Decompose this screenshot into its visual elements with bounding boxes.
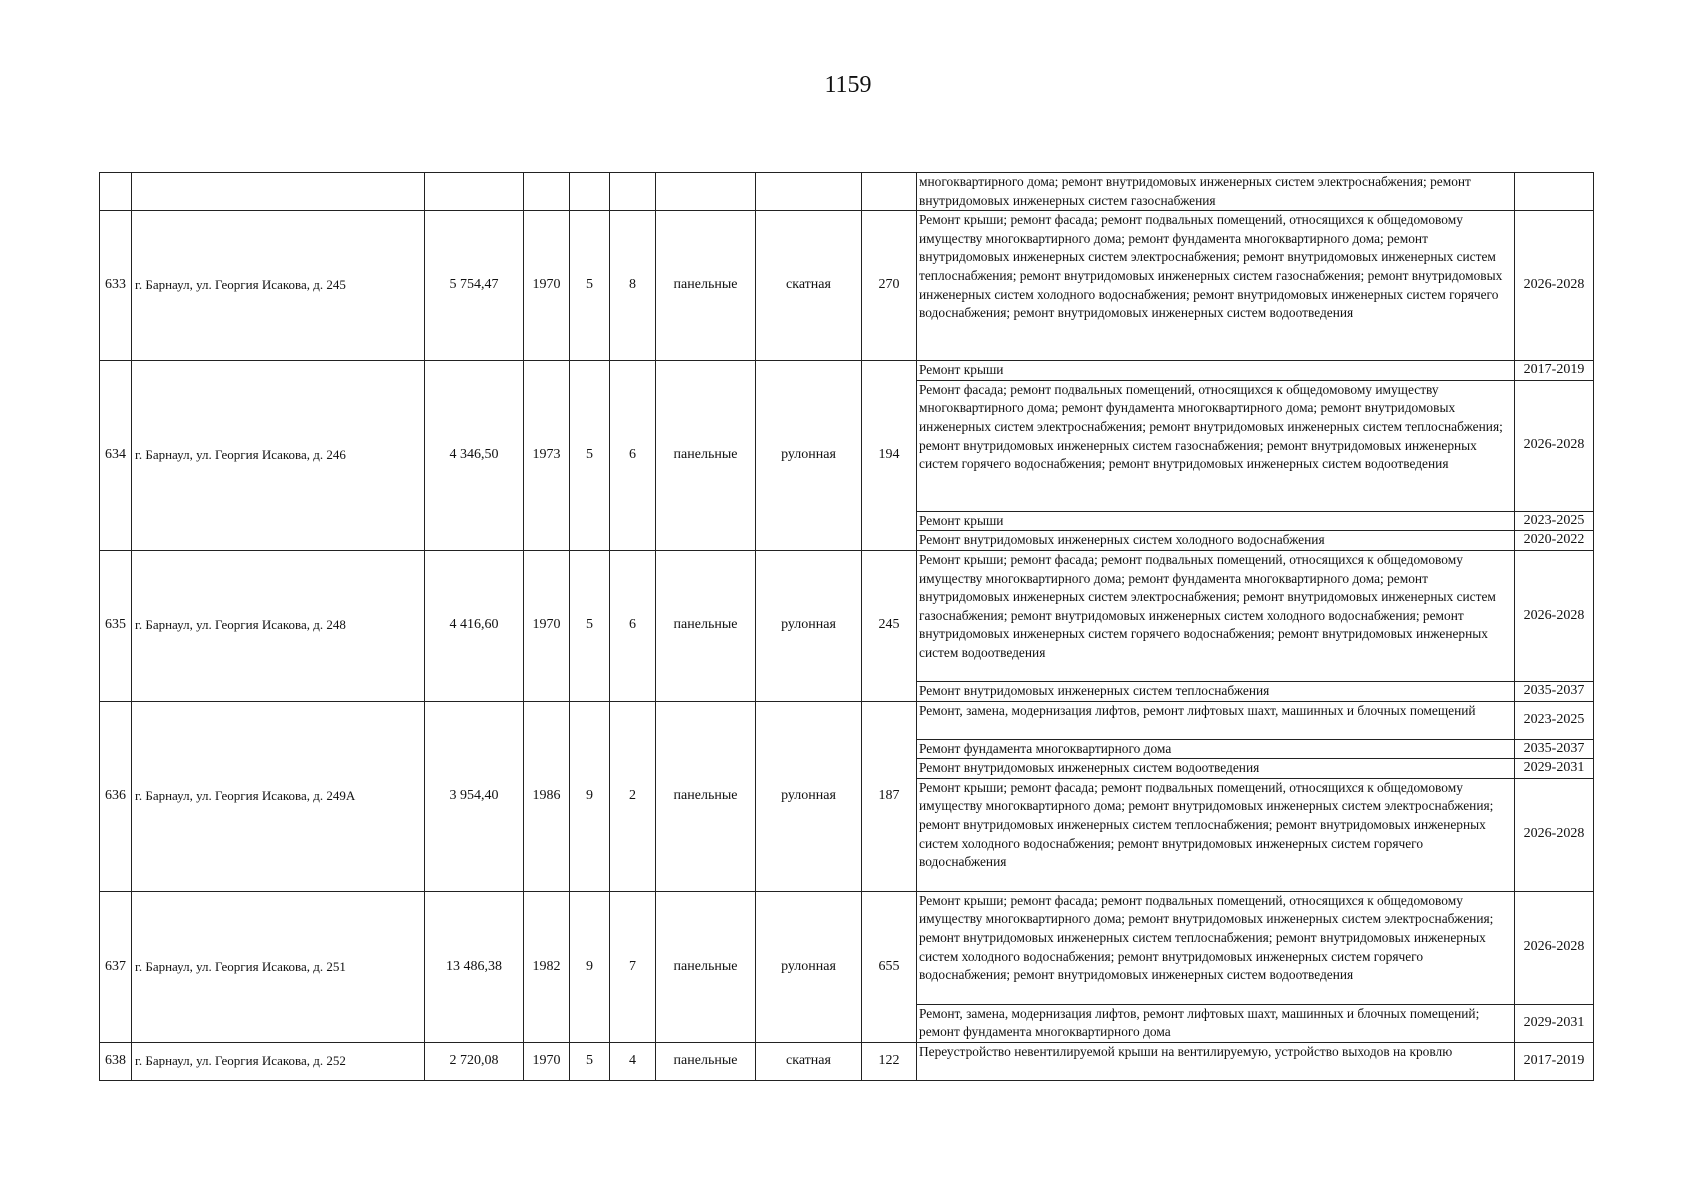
year-cell: 1970 [524,211,570,361]
period-cell: 2023-2025 [1515,511,1594,531]
period-cell [1515,173,1594,211]
roof-cell: рулонная [756,361,862,551]
work-cell: Ремонт, замена, модернизация лифтов, ремонт лифтовых шахт, машинных и блочных помещений [917,701,1515,739]
work-cell: Ремонт, замена, модернизация лифтов, ремонт лифтовых шахт, машинных и блочных помещений; ремонт фундамента многоквартирного дома [917,1004,1515,1042]
address-cell: г. Барнаул, ул. Георгия Исакова, д. 245 [132,211,425,361]
floors-cell: 5 [570,1042,610,1080]
year-cell [524,173,570,211]
residents-cell: 187 [862,701,917,891]
entrances-cell: 6 [610,361,656,551]
walls-cell: панельные [656,211,756,361]
year-cell: 1982 [524,891,570,1042]
area-cell: 4 346,50 [425,361,524,551]
work-cell: Ремонт крыши; ремонт фасада; ремонт подвальных помещений, относящихся к общедомовому имуществу многоквартирного дома; ремонт внутридомовых инженерных систем электроснабжения; ремонт внутридомовых инженерных систем теплоснабжения; ремонт внутридомовых инженерных систем холодного водоснабжения; ремонт внутридомовых инженерных систем горячего водоснабжения; ремонт внутридомовых инженерных систем водоотведения [917,891,1515,1004]
residents-cell: 122 [862,1042,917,1080]
page-number: 1159 [824,72,872,98]
work-cell: Ремонт внутридомовых инженерных систем теплоснабжения [917,681,1515,701]
period-cell: 2026-2028 [1515,778,1594,891]
period-cell: 2026-2028 [1515,891,1594,1004]
period-cell: 2035-2037 [1515,739,1594,759]
area-cell: 2 720,08 [425,1042,524,1080]
roof-cell: рулонная [756,891,862,1042]
row-number: 634 [100,361,132,551]
table-row [100,701,1594,739]
table-row [100,361,1594,381]
residents-cell: 655 [862,891,917,1042]
work-cell: многоквартирного дома; ремонт внутридомовых инженерных систем электроснабжения; ремонт внутридомовых инженерных систем газоснабжения [917,173,1515,211]
roof-cell: рулонная [756,701,862,891]
work-cell: Ремонт фасада; ремонт подвальных помещений, относящихся к общедомовому имуществу многоквартирного дома; ремонт фундамента многоквартирного дома; ремонт внутридомовых инженерных систем электроснабжения; ремонт внутридомовых инженерных систем теплоснабжения; ремонт внутридомовых инженерных систем газоснабжения; ремонт внутридомовых инженерных систем горячего водоснабжения; ремонт внутридомовых инженерных систем водоотведения [917,380,1515,511]
floors-cell: 5 [570,550,610,701]
work-cell: Ремонт крыши; ремонт фасада; ремонт подвальных помещений, относящихся к общедомовому имуществу многоквартирного дома; ремонт фундамента многоквартирного дома; ремонт внутридомовых инженерных систем электроснабжения; ремонт внутридомовых инженерных систем теплоснабжения; ремонт внутридомовых инженерных систем газоснабжения; ремонт внутридомовых инженерных систем холодного водоснабжения; ремонт внутридомовых инженерных систем горячего водоснабжения; ремонт внутридомовых инженерных систем водоотведения [917,211,1515,361]
table-row [100,891,1594,1004]
walls-cell [656,173,756,211]
walls-cell: панельные [656,701,756,891]
entrances-cell: 7 [610,891,656,1042]
walls-cell: панельные [656,361,756,551]
period-cell: 2026-2028 [1515,550,1594,681]
num-cell [100,173,132,211]
floors-cell: 9 [570,891,610,1042]
work-cell: Ремонт крыши; ремонт фасада; ремонт подвальных помещений, относящихся к общедомовому имуществу многоквартирного дома; ремонт фундамента многоквартирного дома; ремонт внутридомовых инженерных систем электроснабжения; ремонт внутридомовых инженерных систем газоснабжения; ремонт внутридомовых инженерных систем холодного водоснабжения; ремонт внутридомовых инженерных систем горячего водоснабжения; ремонт внутридомовых инженерных систем водоотведения [917,550,1515,681]
roof-cell: скатная [756,211,862,361]
address-cell: г. Барнаул, ул. Георгия Исакова, д. 248 [132,550,425,701]
work-cell: Ремонт внутридомовых инженерных систем холодного водоснабжения [917,531,1515,551]
period-cell: 2023-2025 [1515,701,1594,739]
table-row [100,1042,1594,1080]
roof-cell: скатная [756,1042,862,1080]
area-cell: 3 954,40 [425,701,524,891]
row-number: 636 [100,701,132,891]
period-cell: 2017-2019 [1515,361,1594,381]
walls-cell: панельные [656,550,756,701]
period-cell: 2035-2037 [1515,681,1594,701]
year-cell: 1973 [524,361,570,551]
work-cell: Ремонт крыши [917,361,1515,381]
floors-cell [570,173,610,211]
capital-repair-table [99,172,1594,1081]
year-cell: 1986 [524,701,570,891]
work-cell: Ремонт фундамента многоквартирного дома [917,739,1515,759]
entrances-cell: 4 [610,1042,656,1080]
table-row [100,550,1594,681]
entrances-cell: 6 [610,550,656,701]
residents-cell [862,173,917,211]
roof-cell: рулонная [756,550,862,701]
residents-cell: 245 [862,550,917,701]
floors-cell: 5 [570,361,610,551]
period-cell: 2026-2028 [1515,211,1594,361]
year-cell: 1970 [524,1042,570,1080]
period-cell: 2026-2028 [1515,380,1594,511]
work-cell: Ремонт крыши; ремонт фасада; ремонт подвальных помещений, относящихся к общедомовому имуществу многоквартирного дома; ремонт внутридомовых инженерных систем электроснабжения; ремонт внутридомовых инженерных систем теплоснабжения; ремонт внутридомовых инженерных систем холодного водоснабжения; ремонт внутридомовых инженерных систем горячего водоснабжения [917,778,1515,891]
area-cell: 13 486,38 [425,891,524,1042]
floors-cell: 9 [570,701,610,891]
area-cell [425,173,524,211]
period-cell: 2017-2019 [1515,1042,1594,1080]
period-cell: 2029-2031 [1515,1004,1594,1042]
address-cell: г. Барнаул, ул. Георгия Исакова, д. 252 [132,1042,425,1080]
period-cell: 2029-2031 [1515,759,1594,779]
work-cell: Ремонт внутридомовых инженерных систем водоотведения [917,759,1515,779]
roof-cell [756,173,862,211]
floors-cell: 5 [570,211,610,361]
address-cell [132,173,425,211]
table-row [100,211,1594,361]
work-cell: Переустройство невентилируемой крыши на вентилируемую, устройство выходов на кровлю [917,1042,1515,1080]
table-row-continuation [100,173,1594,211]
entrances-cell [610,173,656,211]
area-cell: 4 416,60 [425,550,524,701]
entrances-cell: 2 [610,701,656,891]
row-number: 633 [100,211,132,361]
area-cell: 5 754,47 [425,211,524,361]
address-cell: г. Барнаул, ул. Георгия Исакова, д. 249А [132,701,425,891]
period-cell: 2020-2022 [1515,531,1594,551]
address-cell: г. Барнаул, ул. Георгия Исакова, д. 246 [132,361,425,551]
work-cell: Ремонт крыши [917,511,1515,531]
entrances-cell: 8 [610,211,656,361]
walls-cell: панельные [656,1042,756,1080]
address-cell: г. Барнаул, ул. Георгия Исакова, д. 251 [132,891,425,1042]
row-number: 635 [100,550,132,701]
row-number: 637 [100,891,132,1042]
residents-cell: 270 [862,211,917,361]
row-number: 638 [100,1042,132,1080]
walls-cell: панельные [656,891,756,1042]
year-cell: 1970 [524,550,570,701]
residents-cell: 194 [862,361,917,551]
